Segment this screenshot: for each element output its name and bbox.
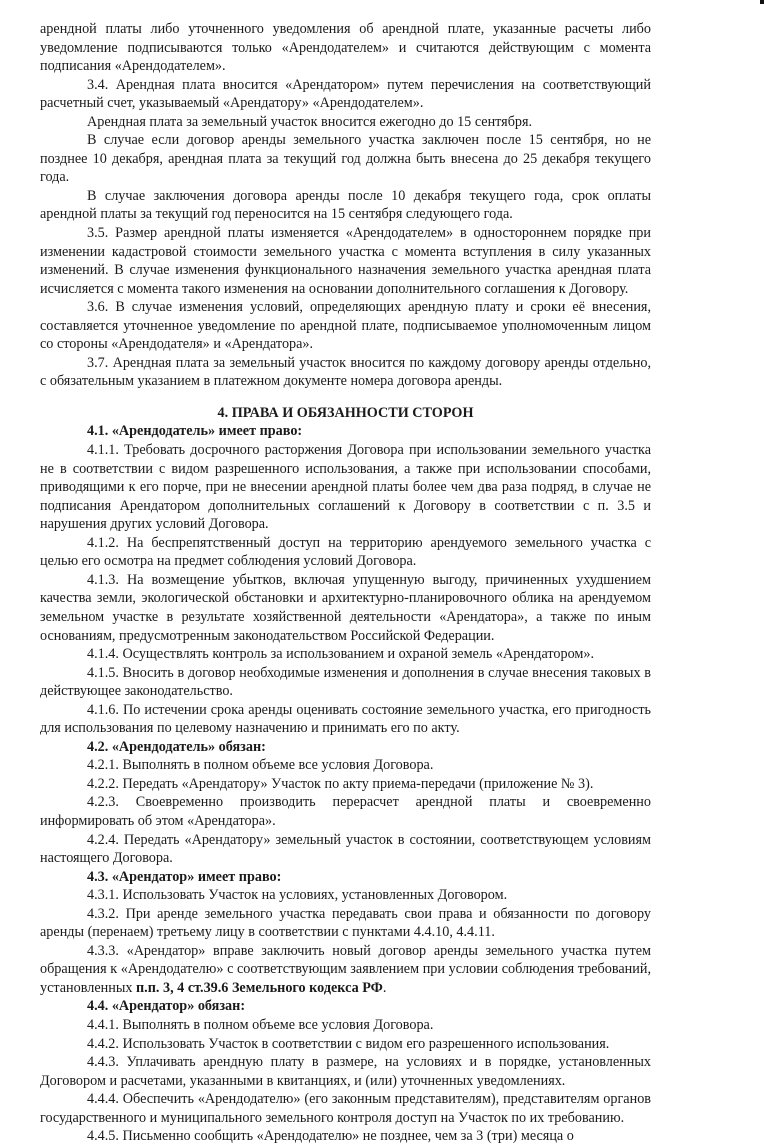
subsection-4-3-title: 4.3. «Арендатор» имеет право:	[87, 868, 282, 885]
document-body	[40, 20, 651, 1146]
clause-4-1-5: 4.1.5. Вносить в договор необходимые изменения и дополнения в случае внесения таковых в действующее законодательство.	[40, 664, 651, 700]
paragraph-after-september: В случае если договор аренды земельного участка заключен после 15 сентября, но не позднее 10 декабря, арендная плата за текущий год должна быть внесена до 25 декабря текущего года.	[40, 132, 651, 186]
clause-4-4-2: 4.4.2. Использовать Участок в соответствии с видом его разрешенного использования.	[87, 1035, 610, 1052]
clause-4-3-3-text: 4.3.3. «Арендатор» вправе заключить новый договор аренды земельного участка путем обращения к «Арендодателю» с соответствующим заявлением при условии соблюдения требований, установленных	[40, 942, 651, 996]
land-code-reference: п.п. 3, 4 ст.39.6 Земельного кодекса РФ	[136, 979, 383, 996]
scan-artifact	[760, 0, 764, 4]
clause-4-1-3: 4.1.3. На возмещение убытков, включая упущенную выгоду, причиненных ухудшением качества земли, экологической обстановки и архитектурно-планировочного облика на арендуемом земельном участке в результате хозяйственной деятельности «Арендатора», а также по иным основаниям, предусмотренным законодательством Российской Федерации.	[40, 571, 651, 644]
paragraph-3-7: 3.7. Арендная плата за земельный участок вносится по каждому договору аренды отдельно, с обязательным указанием в платежном документе номера договора аренды.	[40, 354, 651, 390]
clause-4-4-5: 4.4.5. Письменно сообщить «Арендодателю» не позднее, чем за 3 (три) месяца о	[87, 1128, 574, 1145]
clause-4-2-1: 4.2.1. Выполнять в полном объеме все условия Договора.	[87, 757, 434, 774]
paragraph-after-december: В случае заключения договора аренды после 10 декабря текущего года, срок оплаты арендной платы за текущий год переносится на 15 сентября следующего года.	[40, 187, 651, 223]
subsection-4-1-title: 4.1. «Арендодатель» имеет право:	[87, 423, 303, 440]
paragraph-payment-deadline: Арендная плата за земельный участок вносится ежегодно до 15 сентября.	[87, 113, 533, 130]
clause-4-1-2: 4.1.2. На беспрепятственный доступ на территорию арендуемого земельного участка с целью его осмотра на предмет соблюдения условий Договора.	[40, 534, 651, 570]
clause-4-1-6: 4.1.6. По истечении срока аренды оценивать состояние земельного участка, его пригодность для использования по целевому назначению и принимать его по акту.	[40, 701, 651, 737]
clause-4-2-4: 4.2.4. Передать «Арендатору» земельный участок в состоянии, соответствующем условиям настоящего Договора.	[40, 831, 651, 867]
paragraph-3-4: 3.4. Арендная плата вносится «Арендатором» путем перечисления на соответствующий расчетный счет, указываемый «Арендатору» «Арендодателем».	[40, 76, 651, 112]
paragraph-3-6: 3.6. В случае изменения условий, определяющих арендную плату и сроки её внесения, составляется уточненное уведомление по арендной плате, подписываемое уполномоченным лицом со стороны «Арендодателя» и «Арендатора».	[40, 299, 651, 353]
clause-4-3-2: 4.3.2. При аренде земельного участка передавать свои права и обязанности по договору аренды (перенаем) третьему лицу в соответствии с пунктами 4.4.10, 4.4.11.	[40, 905, 651, 941]
clause-4-3-3-end: .	[382, 979, 387, 996]
clause-4-4-3: 4.4.3. Уплачивать арендную плату в размере, на условиях и в порядке, установленных Договором и расчетами, указанными в квитанциях, и (или) уточненных уведомлениях.	[40, 1054, 651, 1089]
paragraph-3-5: 3.5. Размер арендной платы изменяется «Арендодателем» в одностороннем порядке при изменении кадастровой стоимости земельного участка с момента вступления в силу указанных изменений. В случае изменения функционального назначения земельного участка арендная плата исчисляется с момента такого изменения на основании дополнительного соглашения к Договору.	[40, 225, 651, 297]
subsection-4-4-title: 4.4. «Арендатор» обязан:	[87, 998, 246, 1015]
subsection-4-2-title: 4.2. «Арендодатель» обязан:	[87, 738, 266, 755]
clause-4-4-1: 4.4.1. Выполнять в полном объеме все условия Договора.	[87, 1016, 434, 1033]
clause-4-3-3	[40, 942, 651, 998]
paragraph-continuation: арендной платы либо уточненного уведомления об арендной плате, указанные расчеты либо уведомление подписываются только «Арендодателем» и считаются действующим с момента подписания «Арендодателем».	[40, 21, 651, 75]
clause-4-1-1: 4.1.1. Требовать досрочного расторжения Договора при использовании земельного участка не в соответствии с видом разрешенного использования, а также при использовании способами, приводящими к его порче, при не внесении арендной платы более чем два раза подряд, в случае не подписания Арендатором дополнительных соглашений к Договору в соответствии с п. 3.5 и нарушения других условий Договора.	[40, 442, 651, 533]
clause-4-2-2: 4.2.2. Передать «Арендатору» Участок по акту приема-передачи (приложение № 3).	[87, 775, 594, 792]
section-4-heading: 4. ПРАВА И ОБЯЗАННОСТИ СТОРОН	[217, 404, 474, 421]
clause-4-1-4: 4.1.4. Осуществлять контроль за использованием и охраной земель «Арендатором».	[87, 646, 595, 663]
clause-4-4-4: 4.4.4. Обеспечить «Арендодателю» (его законным представителям), представителям органов государственного и муниципального земельного контроля доступ на Участок по их требованию.	[40, 1091, 651, 1126]
clause-4-2-3: 4.2.3. Своевременно производить перерасчет арендной платы и своевременно информировать об этом «Арендатора».	[40, 794, 651, 829]
clause-4-3-1: 4.3.1. Использовать Участок на условиях, установленных Договором.	[87, 887, 508, 904]
